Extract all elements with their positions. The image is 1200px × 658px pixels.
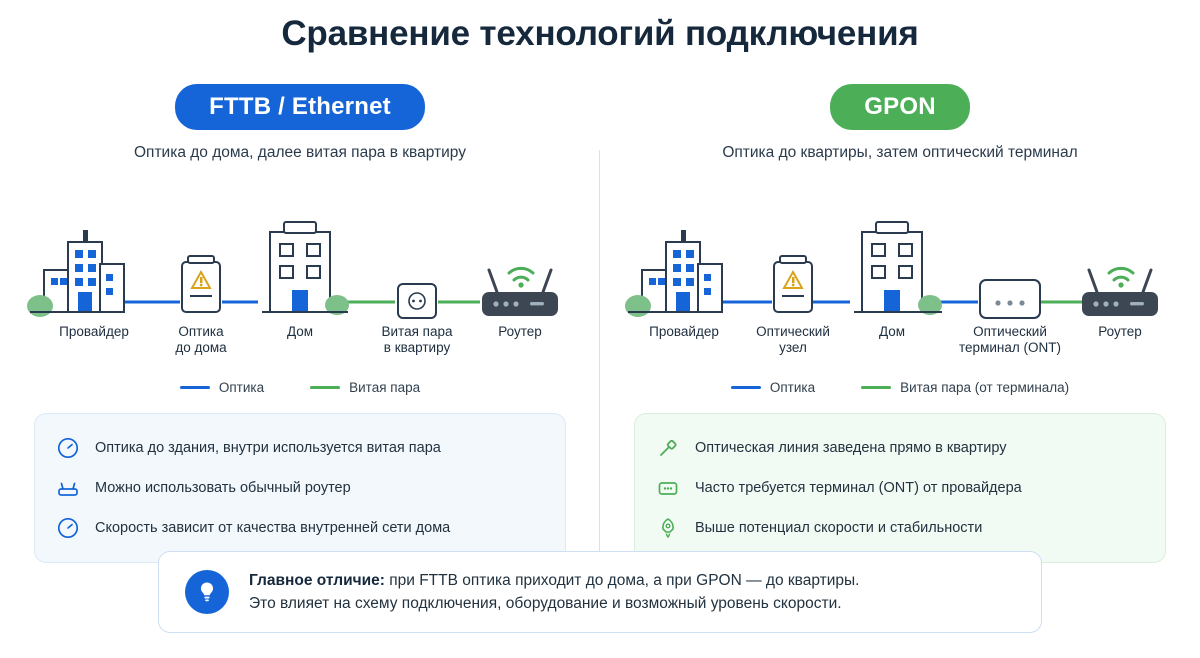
caption-house: Дом: [286, 324, 314, 339]
building-icon: [854, 222, 942, 315]
page-title: Сравнение технологий подключения: [281, 14, 919, 53]
comparison-columns: [0, 70, 1200, 540]
gpon-legend: [600, 380, 1200, 395]
feature-text: Часто требуется терминал (ONT) от провайдера: [695, 480, 1022, 496]
note-line2: Это влияет на схему подключения, оборудование и возможный уровень скорости.: [249, 595, 842, 612]
legend-item-optic: [180, 380, 264, 395]
router-icon: [482, 268, 558, 316]
legend-label-twisted: Витая пара (от терминала): [900, 380, 1070, 395]
fttb-feature-card: [34, 413, 566, 563]
caption-twisted-pair: Витая пара в квартиру: [381, 324, 453, 355]
building-icon: [262, 222, 349, 315]
cabinet-icon: [774, 256, 812, 312]
caption-router: Роутер: [1098, 324, 1142, 339]
fttb-badge: FTTB / Ethernet: [175, 84, 425, 130]
legend-line-twisted-icon: [861, 386, 891, 389]
caption-optic-to-house: Оптика до дома: [175, 324, 227, 355]
buildings-icon: [27, 230, 125, 317]
legend-label-twisted: Витая пара: [349, 380, 421, 395]
column-fttb: [0, 70, 600, 540]
feature-text: Можно использовать обычный роутер: [95, 480, 351, 496]
feature-item: [35, 468, 565, 508]
fttb-diagram: [0, 184, 600, 355]
feature-text: Выше потенциал скорости и стабильности: [695, 520, 983, 536]
feature-item: [35, 428, 565, 468]
caption-ont: Оптический терминал (ONT): [959, 324, 1061, 355]
legend-line-optic-icon: [180, 386, 210, 389]
gpon-feature-card: [634, 413, 1166, 563]
speedometer-icon: [55, 435, 81, 461]
note-text: [249, 569, 859, 615]
ont-icon: [980, 280, 1040, 318]
feature-text: Скорость зависит от качества внутренней сети дома: [95, 520, 451, 536]
caption-provider: Провайдер: [59, 324, 129, 339]
feature-item: [35, 508, 565, 548]
feature-item: [635, 468, 1165, 508]
caption-optic-node: Оптический узел: [756, 324, 830, 355]
legend-item-twisted: [310, 380, 420, 395]
rocket-icon: [655, 515, 681, 541]
legend-line-optic-icon: [731, 386, 761, 389]
router-icon: [1082, 268, 1158, 316]
caption-house: Дом: [878, 324, 906, 339]
buildings-icon: [625, 230, 723, 317]
speedometer-icon: [55, 515, 81, 541]
caption-router: Роутер: [498, 324, 542, 339]
gpon-badge-wrap: [600, 84, 1200, 130]
fttb-subtitle: Оптика до дома, далее витая пара в квартиру: [134, 144, 466, 161]
ont-icon: [655, 475, 681, 501]
feature-item: [635, 428, 1165, 468]
legend-label-optic: Оптика: [769, 380, 816, 395]
router-icon: [55, 475, 81, 501]
cabinet-icon: [182, 256, 220, 312]
gpon-subtitle: Оптика до квартиры, затем оптический терминал: [722, 144, 1078, 161]
feature-text: Оптическая линия заведена прямо в квартиру: [695, 440, 1007, 456]
column-gpon: [600, 70, 1200, 540]
legend-item-twisted: [861, 380, 1069, 395]
note-lead: Главное отличие:: [249, 572, 385, 589]
note-line1-rest: при FTTB оптика приходит до дома, а при GPON — до квартиры.: [384, 572, 860, 589]
key-difference-note: [158, 551, 1042, 633]
gpon-diagram: [600, 184, 1200, 355]
column-divider: [599, 150, 600, 600]
feature-text: Оптика до здания, внутри используется витая пара: [95, 440, 441, 456]
legend-label-optic: Оптика: [218, 380, 265, 395]
fttb-badge-wrap: [0, 84, 600, 130]
lightbulb-icon: [185, 570, 229, 614]
fiber-plug-icon: [655, 435, 681, 461]
socket-icon: [398, 284, 436, 318]
gpon-badge: GPON: [830, 84, 969, 130]
legend-item-optic: [731, 380, 815, 395]
caption-provider: Провайдер: [649, 324, 719, 339]
feature-item: [635, 508, 1165, 548]
legend-line-twisted-icon: [310, 386, 340, 389]
fttb-legend: [0, 380, 600, 395]
